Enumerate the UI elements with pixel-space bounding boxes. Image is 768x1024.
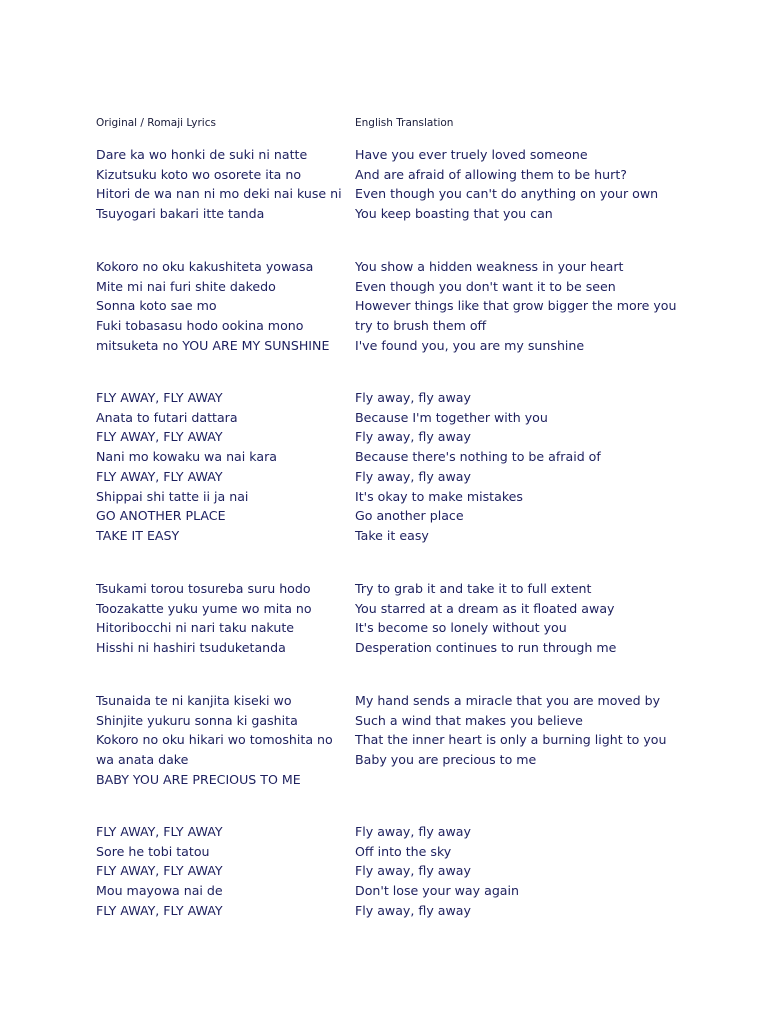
translation-line: Fly away, fly away bbox=[355, 863, 471, 879]
translation-line: However things like that grow bigger the more you bbox=[355, 298, 677, 314]
romaji-line: Kokoro no oku kakushiteta yowasa bbox=[96, 259, 314, 274]
translation-column-header: English Translation bbox=[355, 117, 454, 129]
romaji-line: Nani mo kowaku wa nai kara bbox=[96, 449, 277, 465]
translation-line: You starred at a dream as it floated away bbox=[355, 600, 615, 616]
translation-line: Such a wind that makes you believe bbox=[355, 712, 583, 728]
translation-line: Fly away, fly away bbox=[355, 468, 471, 484]
romaji-line: Tsunaida te ni kanjita kiseki wo bbox=[96, 693, 292, 708]
romaji-line: Sore he tobi tatou bbox=[96, 843, 210, 859]
translation-line: Because there's nothing to be afraid of bbox=[355, 449, 601, 465]
romaji-line: FLY AWAY, FLY AWAY bbox=[96, 429, 223, 445]
translation-line: Fly away, fly away bbox=[355, 429, 471, 445]
romaji-line: Sonna koto sae mo bbox=[96, 298, 217, 314]
translation-line: That the inner heart is only a burning light to you bbox=[355, 732, 667, 748]
translation-line: Baby you are precious to me bbox=[355, 752, 537, 768]
translation-line: Off into the sky bbox=[355, 843, 452, 859]
romaji-line: FLY AWAY, FLY AWAY bbox=[96, 824, 223, 839]
translation-line: Take it easy bbox=[355, 527, 429, 543]
translation-line: Even though you can't do anything on your own bbox=[355, 186, 659, 202]
translation-line: Don't lose your way again bbox=[355, 883, 520, 899]
romaji-line: Kizutsuku koto wo osorete ita no bbox=[96, 166, 302, 182]
translation-line: Because I'm together with you bbox=[355, 409, 548, 425]
translation-line: You show a hidden weakness in your heart bbox=[355, 259, 624, 274]
romaji-line: GO ANOTHER PLACE bbox=[96, 508, 226, 524]
translation-line: I've found you, you are my sunshine bbox=[355, 337, 585, 353]
romaji-line: FLY AWAY, FLY AWAY bbox=[96, 902, 223, 918]
romaji-line: Tsuyogari bakari itte tanda bbox=[96, 206, 265, 222]
romaji-line: Toozakatte yuku yume wo mita no bbox=[96, 600, 312, 616]
romaji-line: mitsuketa no YOU ARE MY SUNSHINE bbox=[96, 337, 330, 353]
romaji-line: FLY AWAY, FLY AWAY bbox=[96, 863, 223, 879]
romaji-line: wa anata dake bbox=[96, 752, 189, 768]
translation-line: Try to grab it and take it to full extent bbox=[355, 581, 592, 596]
romaji-line: Shippai shi tatte ii ja nai bbox=[96, 488, 249, 504]
romaji-line: Hitori de wa nan ni mo deki nai kuse ni bbox=[96, 186, 342, 202]
romaji-line: BABY YOU ARE PRECIOUS TO ME bbox=[96, 771, 301, 787]
romaji-line: Hitoribocchi ni nari taku nakute bbox=[96, 620, 295, 636]
romaji-line: Dare ka wo honki de suki ni natte bbox=[96, 147, 308, 162]
translation-line: It's become so lonely without you bbox=[355, 620, 567, 636]
translation-line: Go another place bbox=[355, 508, 464, 524]
translation-line: try to brush them off bbox=[355, 318, 487, 334]
translation-line: Fly away, fly away bbox=[355, 390, 471, 405]
romaji-line: Fuki tobasasu hodo ookina mono bbox=[96, 318, 304, 334]
romaji-line: Anata to futari dattara bbox=[96, 409, 238, 425]
translation-line: Desperation continues to run through me bbox=[355, 640, 617, 656]
translation-line: My hand sends a miracle that you are moved by bbox=[355, 693, 661, 708]
romaji-line: Tsukami torou tosureba suru hodo bbox=[96, 581, 311, 596]
romaji-line: Hisshi ni hashiri tsuduketanda bbox=[96, 640, 286, 656]
translation-line: And are afraid of allowing them to be hurt? bbox=[355, 166, 627, 182]
romaji-line: TAKE IT EASY bbox=[96, 527, 180, 543]
romaji-line: Shinjite yukuru sonna ki gashita bbox=[96, 712, 298, 728]
translation-line: You keep boasting that you can bbox=[355, 206, 553, 222]
translation-line: It's okay to make mistakes bbox=[355, 488, 523, 504]
romaji-line: Mite mi nai furi shite dakedo bbox=[96, 278, 276, 294]
romaji-line: Kokoro no oku hikari wo tomoshita no bbox=[96, 732, 333, 748]
romaji-line: FLY AWAY, FLY AWAY bbox=[96, 390, 223, 405]
translation-line: Have you ever truely loved someone bbox=[355, 147, 588, 162]
romaji-column-header: Original / Romaji Lyrics bbox=[96, 117, 216, 129]
romaji-line: FLY AWAY, FLY AWAY bbox=[96, 468, 223, 484]
romaji-line: Mou mayowa nai de bbox=[96, 883, 223, 899]
translation-line: Fly away, fly away bbox=[355, 902, 471, 918]
translation-line: Fly away, fly away bbox=[355, 824, 471, 839]
translation-line: Even though you don't want it to be seen bbox=[355, 278, 616, 294]
